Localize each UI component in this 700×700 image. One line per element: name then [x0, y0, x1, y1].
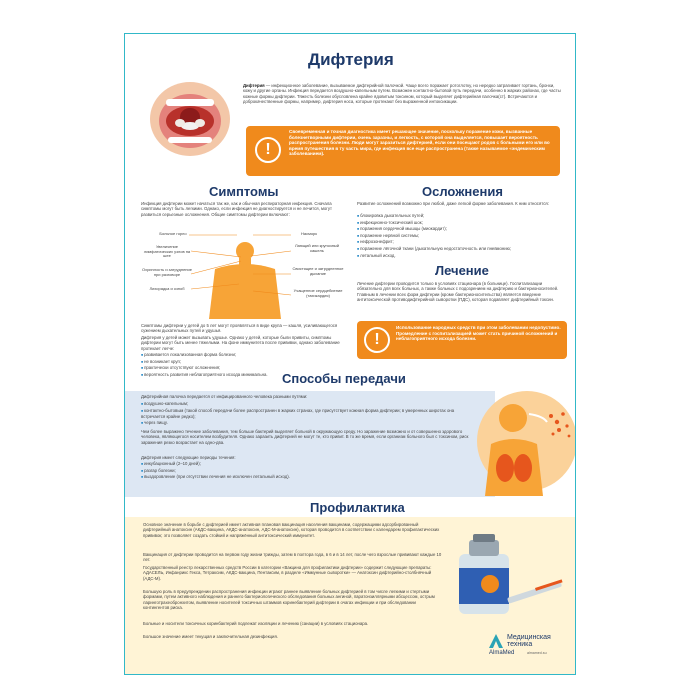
symptoms-title: Симптомы — [209, 184, 279, 199]
transmission-text: Дифтерийная палочка передается от инфицированного человека разными путями: — [141, 394, 308, 399]
list-item: ■ воздушно-капельным; — [141, 401, 477, 408]
almamed-logo-icon — [489, 634, 503, 648]
prevention-p6: Большое значение имеет текущая и заключительная дезинфекция. — [143, 634, 278, 639]
symptom-label-sore-throat: Больное горло — [159, 231, 187, 236]
intro-text: — инфекционное заболевание, вызываемое дифтерийной палочкой. Чаще всего поражает ротоглотку, но нередко затрагивает гортань, бронхи, кожу и другие органы. Инфекция передается воздушно-капельным путем. Возможен контактно-бытовой путь передачи, особенно в жарких районах, где часты кожные формы дифтерии. Тяжесть болезни обусловлена крайне ядовитым токсином, который выделяет дифтерийная палочка(ст). Встречаются и доброкачественные формы, например, дифтерия носа, которые протекают без выраженной интоксикации. — [243, 83, 561, 104]
complications-bullets — [357, 213, 567, 259]
symptom-label-cough: Лающий или крупозный кашель — [294, 243, 340, 253]
exclamation-icon: ! — [255, 137, 281, 163]
cough-illustration — [475, 386, 575, 496]
list-item: ■ контактно-бытовым (такой способ передачи более распространен в жарких странах, где присутствует кожная форма дифтерии; в умеренных широтах она встречается крайне редко); — [141, 408, 477, 420]
symptom-label-runny-nose: Насморк — [300, 231, 318, 236]
list-item: ■ разгар болезни; — [141, 468, 477, 475]
prevention-p4: Большую роль в предупреждении распространения инфекции играют раннее выявление больных дифтерией в том числе легкими и стертыми формами, путем активного наблюдения и раннего бактериологического обследования больных ангиной, паратонзиллярными абсцессом, острым ларинготрахеобронхитом, выявление носителей токсичных штаммов коринебактерий дифтерии в очагах инфекции и при обследовании контингентов риска. — [143, 589, 435, 610]
symptoms-text-2: Симптомы дифтерии у детей до 5 лет могут проявляться в виде крупа — кашля, усиливающегося сужением дыхательных путей и удушья. — [141, 323, 338, 334]
list-item: ■ вероятность развития неблагоприятного исхода минимальна. — [141, 372, 351, 379]
diagnosis-warning — [246, 126, 560, 176]
logo-name-1: Медицинская — [507, 634, 551, 641]
list-item: ■ поражение нервной системы; — [357, 233, 567, 240]
list-item: ■ летальный исход. — [357, 253, 567, 260]
list-item: ■ инфекционно-токсический шок; — [357, 220, 567, 227]
complications-text: Развитие осложнений возможно при любой, даже легкой форме заболевания. К ним относятся: — [357, 201, 549, 206]
list-item: ■ практически отсутствуют осложнения; — [141, 365, 351, 372]
symptom-label-hoarseness: Охриплость и затруднение при разговоре — [142, 267, 192, 277]
treatment-warning-text: Использование народных средств при этом заболевании недопустимо. Промедление с госпитализацией может стать причиной осложнений и неблагоприятного исхода болезни. — [396, 325, 561, 342]
treatment-warning — [357, 321, 567, 359]
list-item: ■ развивается локализованная форма болезни; — [141, 352, 351, 359]
exclamation-icon: ! — [364, 327, 390, 353]
intro-lead: Дифтерия — [243, 83, 265, 88]
list-item: ■ поражение лёгочной ткани (дыхательную недостаточность или пневмонию; — [357, 246, 567, 253]
list-item: ■ нефрозонефрит; — [357, 239, 567, 246]
symptom-label-tachycardia: Учащенное сердцебиение (тахикардия) — [293, 288, 343, 298]
treatment-text: Лечение дифтерии проводится только в условиях стационара (в больнице). Госпитализации обязательно для всех больных, а также больных с подозрением на дифтерию и бактерионосителей. Главным в лечении всех форм дифтерии (кроме бактерионосительства) является введение антитоксической противодифтерийной сыворотки (ПДС), которая подавляет дифтерийный токсин. — [357, 281, 559, 302]
symptom-label-wheezing: Свистящее и затрудненное дыхание — [292, 266, 344, 276]
logo-name-2: техника — [507, 641, 533, 648]
prevention-p3: Государственный реестр лекарственных средств России в категории «Вакцина для профилактики дифтерии» содержит следующие препараты: АДАСЕЛЬ, Инфанрикс Гекса, Тетраксим, АКДС-вакцина, Пентаксим, в разделе «Иммунные сыворотки» — Анатоксин дифтерийно-столбнячный (АДС-М). — [143, 565, 432, 581]
transmission-title: Способы передачи — [282, 371, 406, 386]
transmission-text-2: Чем более выражено течение заболевания, тем больше бактерий выделяет больной в окружающую среду. Но заражение возможно и от совершенно здорового человека, являющегося носителем возбудителя. Однако заразить дифтерией не могут те, кто привит. В то же время, если организм больного был с токсином, риск заражения резко возрастает на одно-два. — [141, 429, 469, 445]
logo-brand: AlmaMed — [489, 650, 515, 656]
list-item: ■ через пищу. — [141, 420, 477, 427]
transmission-text-3: Дифтерия имеет следующие периоды течения: — [141, 455, 236, 460]
list-item: ■ выздоровление (при отсутствии лечения не исключен летальный исход). — [141, 474, 477, 481]
poster — [124, 33, 576, 675]
page-title: Дифтерия — [308, 50, 394, 69]
vaccine-illustration — [445, 524, 570, 624]
list-item: ■ блокировка дыхательных путей; — [357, 213, 567, 220]
prevention-p5: Больные и носители токсичных коринбактерий подлежат изоляции и лечению (санации) в условиях стационара. — [143, 621, 369, 626]
list-item: ■ не возникает круп; — [141, 359, 351, 366]
intro-paragraph — [243, 83, 565, 104]
list-item: ■ инкубационный (2–10 дней); — [141, 461, 477, 468]
symptoms-diagram — [141, 229, 351, 319]
transmission-bullets — [141, 401, 477, 426]
almamed-logo — [487, 632, 567, 664]
diagnosis-warning-text: Своевременная и точная диагностика имеет решающее значение, поскольку поражение кожи, вызванные болезнетворными дифтерии, очень заразны, и легкость, с которой она выделяется, повышает вероятность распространения болезни. Люди могут заразиться дифтерией, если они посещают родов с больными его или во время путешествия в ту часть мира, где инфекция все еще распространена (также называемое «эндемическим заболеванием). — [289, 129, 550, 157]
treatment-title: Лечение — [435, 263, 489, 278]
list-item: ■ поражения сердечной мышцы (миокардит); — [357, 226, 567, 233]
prevention-p1: Основное значение в борьбе с дифтерией имеет активная плановая вакцинация населения вакцинами, содержащими адсорбированный дифтерийный анатоксин (АКДС-вакцина, АКДС-анатоксин, АДС-М-анатоксин), которая проводится в соответствии с календарем профилактических прививок; это позволяет создать стойкий и напряжённый антитоксический иммунитет. — [143, 522, 440, 538]
prevention-title: Профилактика — [310, 500, 405, 515]
symptom-label-lymph-nodes: Увеличение лимфатических узлов на шее — [143, 244, 191, 259]
prevention-p2: Вакцинация от дифтерии проводится на первом году жизни трижды, затем в полтора года, в 6 и в 14 лет, после чего взрослые прививают каждые 10 лет. — [143, 552, 442, 563]
symptoms-text: Инфекция дифтерии может начаться так же, как и обычная респираторная инфекция. Сначала симптомы могут быть легкими. Однако, если инфекция не диагностируется и не лечится, могут развиться серьезные осложнения. Общие симптомы дифтерии включают: — [141, 201, 332, 217]
logo-url: almamed.su — [527, 651, 547, 655]
mouth-illustration — [140, 79, 240, 159]
transmission-periods — [141, 461, 477, 481]
symptoms-text-3: Дифтерия у детей может вызывать удушье. Однако у детей, которые были привиты, симптомы дифтерии могут быть менее тяжелыми. На фоне иммунитета после прививки, однако заболевание протекает легче: — [141, 335, 340, 351]
complications-title: Осложнения — [422, 184, 503, 199]
symptom-label-fever: Лихорадка и озноб — [149, 286, 185, 291]
transmission-box — [125, 391, 495, 497]
